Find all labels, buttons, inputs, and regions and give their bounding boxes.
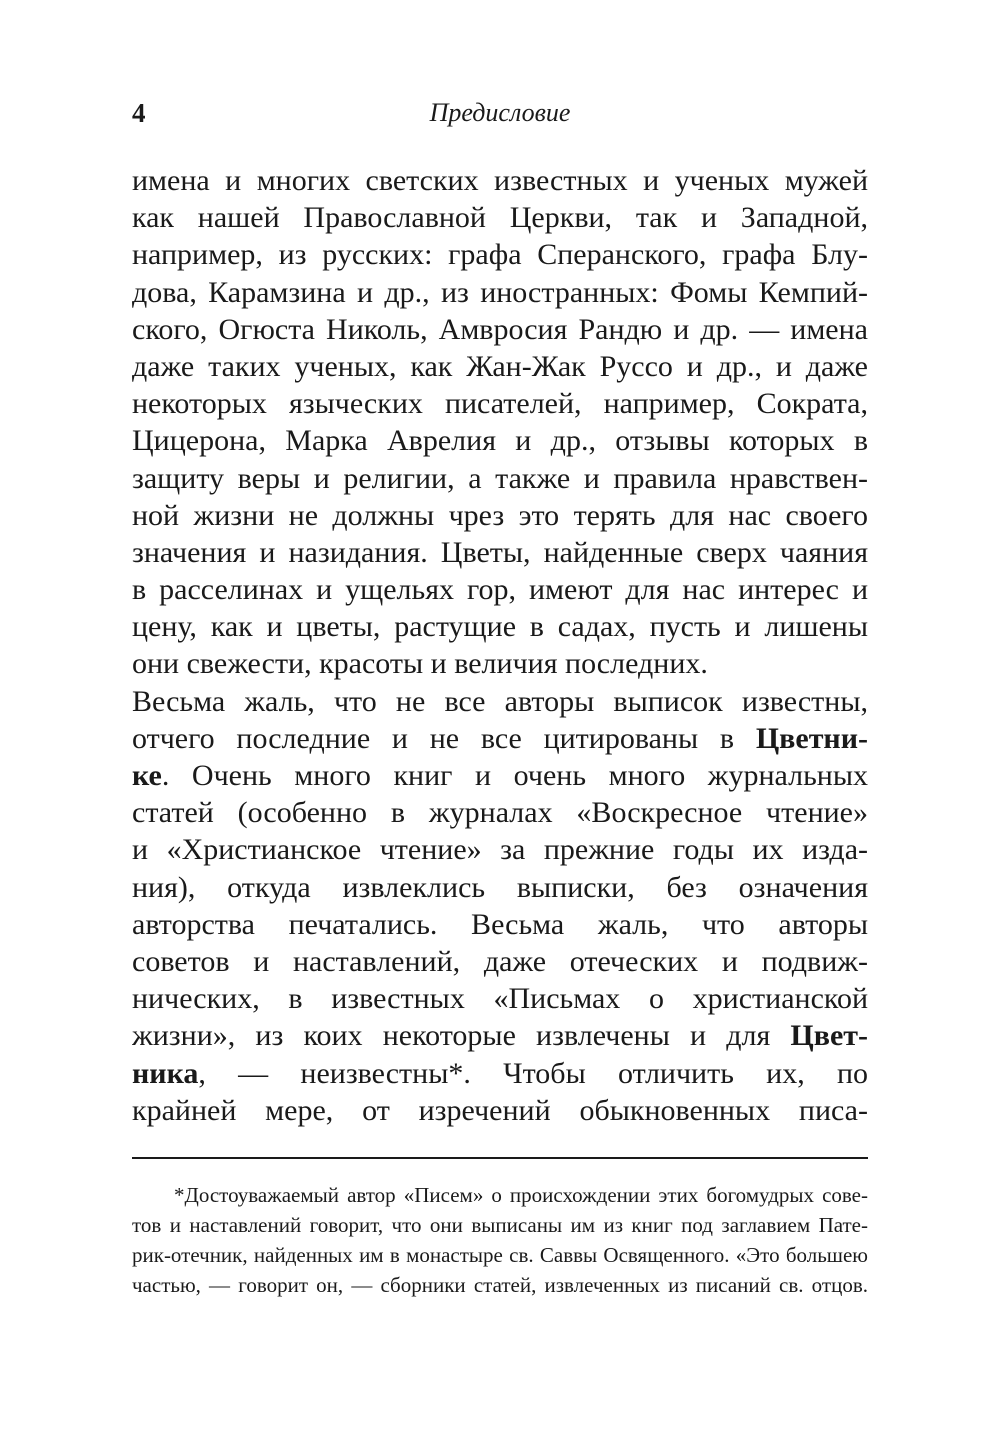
text-run: отчего последние и не все цитированы в xyxy=(132,721,756,755)
text-line: нических, в известных «Письмах о христианской xyxy=(132,982,868,1016)
book-title-emphasis: Цвет- xyxy=(790,1019,868,1053)
text-line: Весьма жаль, что не все авторы выписок известны, xyxy=(132,684,868,718)
text-line: крайней мере, от изречений обыкновенных писа- xyxy=(132,1093,868,1127)
text-line: Цицерона, Марка Аврелия и др., отзывы которых в xyxy=(132,424,868,458)
text-line xyxy=(132,720,868,757)
text-run: , — неизвестны*. Чтобы отличить их, по xyxy=(198,1056,868,1090)
text-run: . Очень много книг и очень много журнальных xyxy=(161,759,868,792)
page-number: 4 xyxy=(132,98,146,128)
text-line: имена и многих светских известных и ученых мужей xyxy=(132,164,868,197)
main-text xyxy=(132,162,868,1129)
footnote-line: *Достоуважаемый автор «Писем» о происхождении этих богомудрых сове- xyxy=(174,1183,868,1207)
text-line: некоторых языческих писателей, например, Сократа, xyxy=(132,387,868,421)
footnote-line: тов и наставлений говорит, что они выписаны им из книг под заглавием Пате- xyxy=(132,1213,868,1237)
text-line xyxy=(132,757,868,794)
book-title-emphasis: ника xyxy=(132,1056,199,1090)
text-line: значения и назидания. Цветы, найденные сверх чаяния xyxy=(132,535,868,569)
text-line xyxy=(132,1017,868,1054)
text-line: дова, Карамзина и др., из иностранных: Фомы Кемпий- xyxy=(132,275,868,309)
text-line: авторства печатались. Весьма жаль, что авторы xyxy=(132,907,868,941)
text-line: как нашей Православной Церкви, так и Западной, xyxy=(132,201,868,235)
book-title-emphasis: Цветни- xyxy=(755,721,868,755)
footnote-line: рик-отечник, найденных им в монастыре св. Саввы Освященного. «Это большею xyxy=(132,1243,868,1267)
text-line: даже таких ученых, как Жан-Жак Руссо и др., и даже xyxy=(132,349,868,383)
text-line: например, из русских: графа Сперанского, графа Блу- xyxy=(132,238,868,272)
text-line: ной жизни не должны чрез это терять для нас своего xyxy=(132,498,868,532)
text-line: они свежести, красоты и величия последних. xyxy=(132,647,708,681)
text-line: и «Христианское чтение» за прежние годы их изда- xyxy=(132,833,868,867)
text-line: ского, Огюста Николь, Амвросия Рандю и др. — имена xyxy=(132,312,868,346)
footnote-divider xyxy=(132,1157,868,1159)
text-line xyxy=(132,1055,868,1092)
text-line: статей (особенно в журналах «Воскресное чтение» xyxy=(132,796,868,830)
footnote xyxy=(132,1180,868,1300)
text-line: защиту веры и религии, а также и правила нравствен- xyxy=(132,461,868,495)
text-line: цену, как и цветы, растущие в садах, пусть и лишены xyxy=(132,610,868,644)
text-line: советов и наставлений, даже отеческих и подвиж- xyxy=(132,944,868,978)
running-head xyxy=(0,95,1000,131)
footnote-line: частью, — говорит он, — сборники статей, извлеченных из писаний св. отцов. xyxy=(132,1273,868,1297)
text-line: в расселинах и ущельях гор, имеют для нас интерес и xyxy=(132,573,868,607)
running-head-title: Предисловие xyxy=(429,98,571,127)
text-run: жизни», из коих некоторые извлечены и для xyxy=(132,1019,791,1053)
book-title-emphasis: ке xyxy=(132,759,162,792)
text-line: ния), откуда извлеклись выписки, без означения xyxy=(132,870,868,904)
